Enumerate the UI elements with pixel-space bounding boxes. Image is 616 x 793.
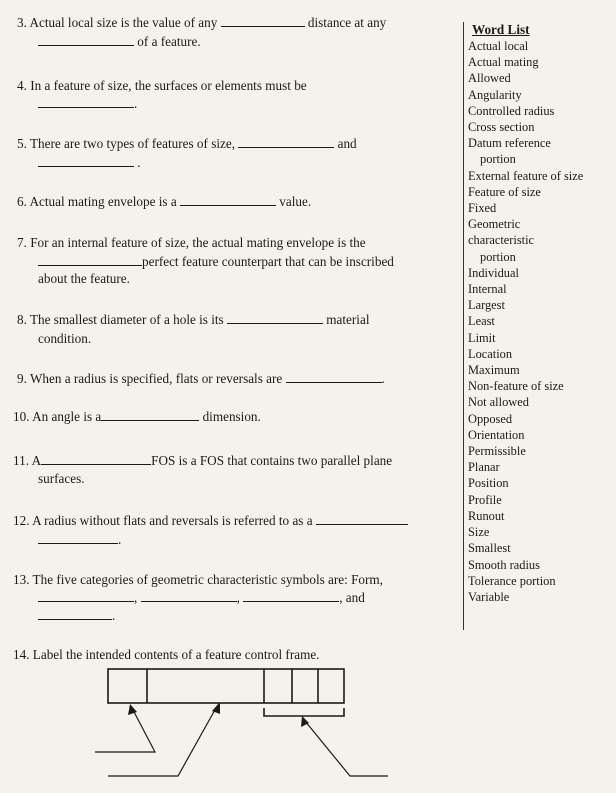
- word-list-item: Opposed: [468, 411, 513, 426]
- word-list-item: Non-feature of size: [468, 379, 564, 394]
- word-list-item: portion: [480, 249, 516, 264]
- word-list-item: Smooth radius: [468, 557, 540, 572]
- question-number: 3.: [17, 15, 27, 30]
- word-list-item: Internal: [468, 282, 507, 297]
- word-list-item: Individual: [468, 265, 519, 280]
- question-text: When a radius is specified, flats or reversals are: [29, 371, 283, 386]
- question-text: FOS is a FOS that contains two parallel plane: [151, 453, 393, 468]
- question-text: A: [31, 453, 42, 468]
- question-text: There are two types of features of size,: [29, 136, 235, 151]
- feature-control-frame: [108, 669, 344, 703]
- question-number: 13.: [13, 572, 30, 587]
- question-text: The five categories of geometric characteristic symbols are: Form,: [32, 572, 383, 587]
- question-number: 4.: [17, 78, 27, 93]
- punctuation: .: [112, 608, 116, 623]
- word-list-item: Datum reference: [468, 136, 551, 151]
- word-list-item: Position: [468, 476, 509, 491]
- word-list-item: Size: [468, 525, 490, 540]
- leader-line: [108, 708, 216, 776]
- question-text: and: [337, 136, 357, 151]
- word-list-item: Least: [468, 314, 495, 329]
- word-list-title: Word List: [472, 22, 530, 37]
- punctuation: ,: [134, 590, 138, 605]
- question-number: 11.: [13, 453, 29, 468]
- question-text: Label the intended contents of a feature control frame.: [32, 647, 320, 662]
- question-text: condition.: [38, 331, 92, 346]
- word-list-item: portion: [480, 152, 516, 167]
- word-list-item: characteristic: [468, 233, 535, 248]
- word-list-item: Maximum: [468, 363, 520, 378]
- word-list-item: Fixed: [468, 201, 497, 216]
- word-list-item: External feature of size: [468, 168, 584, 183]
- question-number: 8.: [17, 312, 27, 327]
- question-text: distance at any: [307, 15, 387, 30]
- word-list-item: Actual local: [468, 39, 529, 53]
- question-text: , and: [339, 590, 365, 605]
- word-list-item: Smallest: [468, 541, 511, 556]
- word-list-item: Controlled radius: [468, 103, 555, 118]
- word-list-item: Not allowed: [468, 395, 529, 410]
- word-list-item: Cross section: [468, 120, 535, 135]
- question-number: 12.: [13, 513, 30, 528]
- arrowhead: [128, 704, 137, 715]
- word-list-item: Limit: [468, 330, 496, 345]
- question-text: material: [326, 312, 370, 327]
- leader-line: [305, 721, 388, 776]
- question-text: dimension.: [202, 409, 261, 424]
- punctuation: .: [134, 96, 138, 111]
- datum-bracket: [264, 708, 344, 716]
- question-text: In a feature of size, the surfaces or elements must be: [30, 78, 307, 93]
- word-list-item: Geometric: [468, 217, 521, 232]
- word-list-item: Largest: [468, 298, 505, 313]
- word-list-item: Feature of size: [468, 184, 541, 199]
- leader-line: [95, 710, 155, 752]
- question-number: 9.: [17, 371, 27, 386]
- word-list-item: Actual mating: [468, 55, 539, 70]
- question-number: 5.: [17, 136, 27, 151]
- question-text: The smallest diameter of a hole is its: [29, 312, 224, 327]
- question-text: perfect feature counterpart that can be inscribed: [142, 254, 394, 269]
- punctuation: .: [137, 155, 141, 170]
- word-list-item: Runout: [468, 508, 505, 523]
- word-list-item: Tolerance portion: [468, 573, 556, 588]
- question-text: of a feature.: [137, 34, 201, 49]
- word-list-item: Location: [468, 346, 513, 361]
- word-list-item: Planar: [468, 460, 500, 475]
- word-list-item: Orientation: [468, 427, 525, 442]
- question-number: 14.: [13, 647, 30, 662]
- question-text: about the feature.: [38, 271, 130, 286]
- word-list-item: Allowed: [468, 71, 511, 86]
- word-list-item: Angularity: [468, 87, 522, 102]
- question-text: A radius without flats and reversals is referred to as a: [32, 513, 313, 528]
- word-list-item: Permissible: [468, 444, 526, 459]
- punctuation: .: [118, 532, 122, 547]
- question-text: Actual local size is the value of any: [29, 15, 218, 30]
- question-text: surfaces.: [38, 471, 85, 486]
- question-text: An angle is a: [32, 409, 102, 424]
- word-list-item: Profile: [468, 492, 502, 507]
- punctuation: ,: [236, 590, 240, 605]
- punctuation: .: [381, 371, 385, 386]
- question-number: 6.: [17, 194, 27, 209]
- word-list-item: Variable: [468, 589, 510, 604]
- question-number: 10.: [13, 409, 30, 424]
- question-number: 7.: [17, 235, 27, 250]
- question-text: value.: [279, 194, 312, 209]
- question-text: For an internal feature of size, the actual mating envelope is the: [30, 235, 366, 250]
- question-text: Actual mating envelope is a: [29, 194, 177, 209]
